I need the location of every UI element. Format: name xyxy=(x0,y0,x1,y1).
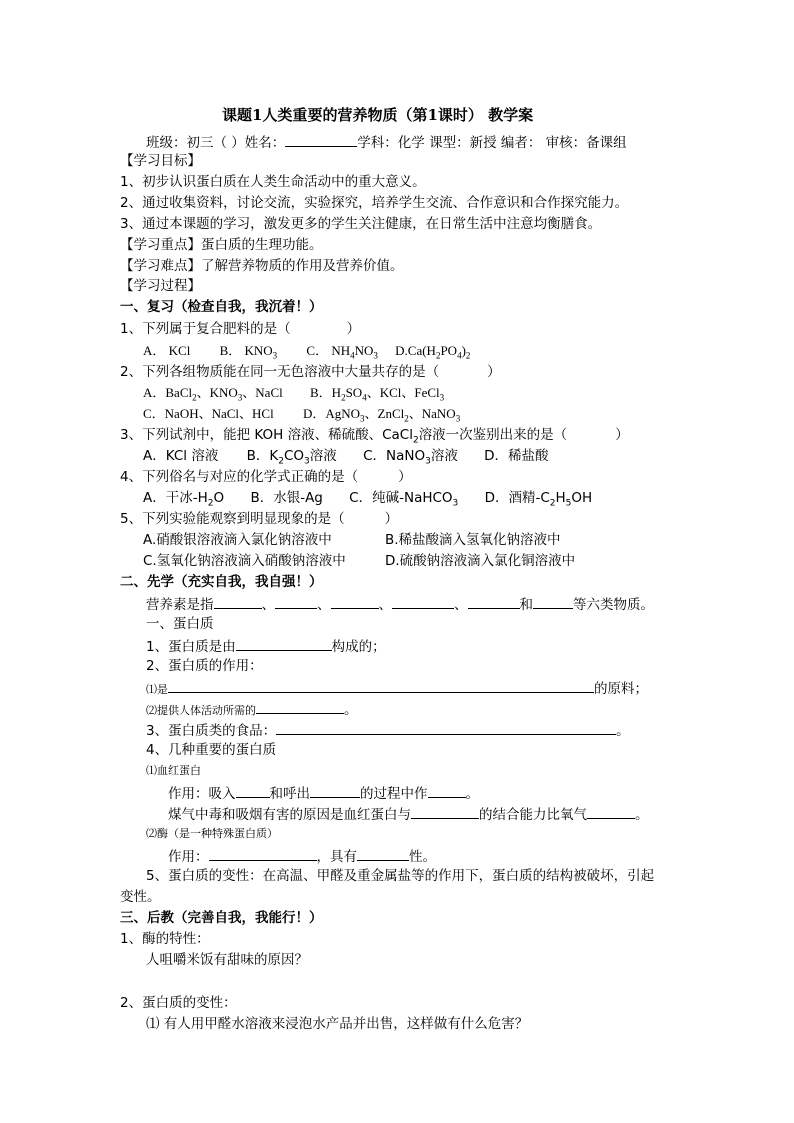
objectives-heading: 【学习目标】 xyxy=(120,153,201,169)
enzyme-property: 1、酶的特性： xyxy=(120,931,210,947)
blank[interactable] xyxy=(256,699,344,714)
nutrients-line: 营养素是指 、 、 、 、 和 等六类物质。 xyxy=(146,594,654,614)
option-d[interactable]: D．AgNO$_3$、ZnCl$_2$、NaNO$_3$ xyxy=(302,406,461,424)
option-c[interactable]: C． $NH_4NO_3$ xyxy=(306,343,378,361)
blank[interactable] xyxy=(411,804,479,819)
blank[interactable] xyxy=(468,594,520,609)
section-review-heading: 一、复习（检查自我，我沉着！） xyxy=(120,299,323,315)
blank[interactable] xyxy=(587,804,635,819)
question-5: 5、下列实验能观察到明显现象的是（ ） xyxy=(120,511,399,527)
blank[interactable] xyxy=(331,594,379,609)
hemoglobin-function: 作用：吸入 和呼出 的过程中作 。 xyxy=(168,783,479,803)
blank[interactable] xyxy=(428,783,466,798)
option-d[interactable]: $D.Ca(H_2PO_4)_2$ xyxy=(395,343,471,361)
section-teaching-heading: 三、后教（完善自我，我能行！） xyxy=(120,910,323,926)
question-2-options-row2 xyxy=(143,405,460,423)
option-b[interactable]: B． $KNO_3$ xyxy=(219,343,278,361)
question-1-options xyxy=(143,342,470,360)
page-title: 课题1人类重要的营养物质（第1课时） 教学案 xyxy=(222,106,534,124)
protein-function-2: ⑵提供人体活动所需的 。 xyxy=(146,699,358,720)
section-prestudy-heading: 二、先学（充实自我，我自强！） xyxy=(120,574,323,590)
key-point: 【学习重点】蛋白质的生理功能。 xyxy=(120,237,323,253)
option-b[interactable]: B．$K_2CO_3$溶液 xyxy=(246,448,337,467)
option-c[interactable]: C．NaOH、NaCl、HCl xyxy=(143,406,274,421)
co-poisoning: 煤气中毒和吸烟有害的原因是血红蛋白与 的结合能力比氧气 。 xyxy=(168,804,649,824)
protein-heading: 一、蛋白质 xyxy=(146,616,214,632)
blank[interactable] xyxy=(236,783,270,798)
hemoglobin-heading: ⑴血红蛋白 xyxy=(146,764,201,777)
blank[interactable] xyxy=(310,783,360,798)
option-b[interactable]: B．$H_2SO_4$、KCl、FeCl$_3$ xyxy=(310,385,445,403)
question-3-options xyxy=(143,447,549,465)
protein-composition: 1、蛋白质是由 构成的； xyxy=(146,636,386,656)
blank[interactable] xyxy=(533,594,573,609)
protein-function-heading: 2、蛋白质的作用： xyxy=(146,658,263,674)
blank[interactable] xyxy=(275,594,317,609)
important-proteins-heading: 4、几种重要的蛋白质 xyxy=(146,742,277,758)
objective-item: 3、通过本课题的学习，激发更多的学生关注健康，在日常生活中注意均衡膳食。 xyxy=(120,216,602,232)
question-3: 3、下列试剂中，能把 KOH 溶液、稀硫酸、CaCl$_2$溶液一次鉴别出来的是（ ） xyxy=(120,427,629,446)
objective-item: 2、通过收集资料，讨论交流，实验探究，培养学生交流、合作意识和合作探究能力。 xyxy=(120,195,629,211)
option-b[interactable]: B.稀盐酸滴入氢氧化钠溶液中 xyxy=(385,532,561,548)
enzyme-heading: ⑵酶（是一种特殊蛋白质） xyxy=(146,827,278,840)
enzyme-function: 作用： ，具有 性。 xyxy=(168,846,436,866)
option-d[interactable]: D.硫酸钠溶液滴入氯化铜溶液中 xyxy=(385,553,576,569)
option-c[interactable]: C．纯碱-NaHCO$_3$ xyxy=(349,490,459,509)
blank[interactable] xyxy=(214,594,262,609)
blank[interactable] xyxy=(276,720,616,735)
question-4: 4、下列俗名与对应的化学式正确的是（ ） xyxy=(120,469,412,485)
denaturation-heading: 2、蛋白质的变性： xyxy=(120,995,237,1011)
denaturation-line-2: 变性。 xyxy=(120,889,161,905)
option-a[interactable]: A．干冰$-H_2O$ xyxy=(143,490,225,509)
blank[interactable] xyxy=(357,846,409,861)
info-line: 班级：初三（ ）姓名： 学科：化学 课型：新授 编者： 审核：备课组 xyxy=(146,132,627,152)
question-2-options-row1 xyxy=(143,384,444,402)
blank[interactable] xyxy=(236,636,332,651)
option-a[interactable]: A.硝酸银溶液滴入氯化钠溶液中 xyxy=(143,532,332,548)
difficulty-point: 【学习难点】了解营养物质的作用及营养价值。 xyxy=(120,258,404,274)
blank[interactable] xyxy=(168,678,594,693)
option-a[interactable]: A． KCl xyxy=(143,343,191,358)
blank[interactable] xyxy=(209,846,317,861)
name-blank[interactable] xyxy=(285,132,357,147)
option-d[interactable]: D．稀盐酸 xyxy=(484,448,549,464)
option-d[interactable]: D．酒精$-C_2H_5OH$ xyxy=(484,490,593,509)
process-heading: 【学习过程】 xyxy=(120,278,201,294)
protein-function-1: ⑴是 的原料； xyxy=(146,678,648,699)
formaldehyde-question: ⑴ 有人用甲醛水溶液来浸泡水产品并出售，这样做有什么危害？ xyxy=(146,1016,529,1032)
protein-foods: 3、蛋白质类的食品： 。 xyxy=(146,720,630,740)
denaturation-line: 5、蛋白质的变性：在高温、甲醛及重金属盐等的作用下，蛋白质的结构被破坏，引起 xyxy=(146,868,655,884)
option-a[interactable]: A．KCl 溶液 xyxy=(143,448,219,464)
option-c[interactable]: C．NaNO$_3$溶液 xyxy=(363,448,458,467)
blank[interactable] xyxy=(392,594,454,609)
option-c[interactable]: C.氢氧化钠溶液滴入硝酸钠溶液中 xyxy=(143,553,346,569)
option-b[interactable]: B．水银-Ag xyxy=(250,490,323,506)
enzyme-question: 人咀嚼米饭有甜味的原因？ xyxy=(146,952,308,968)
question-2: 2、下列各组物质能在同一无色溶液中大量共存的是（ ） xyxy=(120,364,501,380)
question-4-options xyxy=(143,489,592,507)
objective-item: 1、初步认识蛋白质在人类生命活动中的重大意义。 xyxy=(120,174,426,190)
option-a[interactable]: A．BaCl$_2$、$KNO_3$、NaCl xyxy=(143,385,283,403)
question-1: 1、下列属于复合肥料的是（ ） xyxy=(120,321,361,337)
